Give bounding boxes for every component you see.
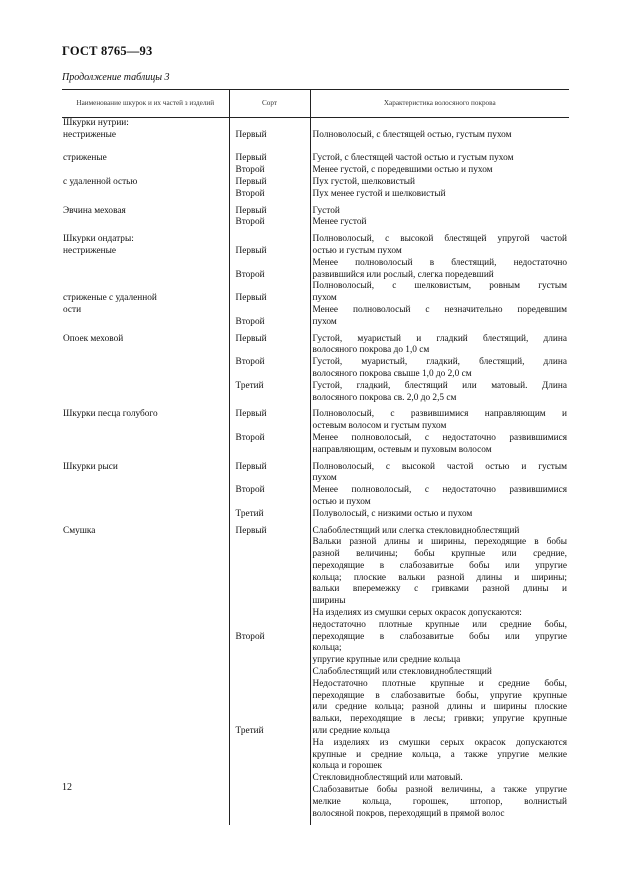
characteristic-cell-line: Пух густой, шелковистый <box>312 176 416 187</box>
column-header-characteristic: Характеристика волосяного покрова <box>310 90 569 118</box>
item-name-cell-line <box>63 608 227 620</box>
item-name-cell-line <box>63 561 227 573</box>
grade-cell-line: Первый <box>235 129 267 140</box>
characteristic-cell-line: Менее полноволосый, с недостаточно развившимися <box>312 485 567 496</box>
item-name-cell-line <box>63 809 227 821</box>
grade-cell-line <box>236 714 308 726</box>
characteristic-cell-line: или средние кольца; разной длины и ширины плоские <box>312 702 567 713</box>
column-header-name: Наименование шкурок и их частей з изделий <box>62 90 229 118</box>
grade-cell-line <box>236 421 308 433</box>
item-name-cell-line <box>63 549 227 561</box>
grade-cell-line <box>236 643 308 655</box>
characteristic-cell <box>310 118 569 201</box>
grade-cell-line <box>236 234 308 246</box>
table-row <box>62 409 569 456</box>
grade-cell-line <box>236 118 308 130</box>
grade-cell-line: Третий <box>235 508 264 519</box>
grade-cell-line <box>236 537 308 549</box>
characteristic-cell-line: Полуволосый, с низкими остью и пухом <box>312 508 473 519</box>
item-name-cell <box>62 334 229 405</box>
characteristic-cell-line: Пух менее густой и шелковистый <box>312 188 446 199</box>
item-name-cell-line <box>63 281 227 293</box>
item-name-cell-line <box>63 497 227 509</box>
row-spacer <box>62 820 569 825</box>
item-name-cell-line <box>63 142 227 154</box>
item-name-cell-line <box>63 445 227 457</box>
item-name-cell-line <box>63 584 227 596</box>
item-name-cell-line <box>63 258 227 270</box>
grade-cell <box>229 206 310 230</box>
grade-cell-line: Второй <box>235 485 265 496</box>
characteristic-cell-line <box>313 118 568 130</box>
item-name-cell-line <box>63 393 227 405</box>
characteristic-cell-line: Менее полноволосый в блестящий, недостаточно <box>312 257 567 268</box>
item-name-cell-line: Смушка <box>63 525 96 536</box>
table-header-row <box>62 90 569 118</box>
grade-cell-line: Второй <box>235 188 265 199</box>
grade-cell-line: Первый <box>235 245 267 256</box>
characteristic-cell <box>310 526 569 821</box>
item-name-cell-line: Шкурки нутрии: <box>63 118 129 128</box>
grade-cell-line: Второй <box>235 432 265 443</box>
characteristic-cell-line: упругие крупные или средние кольца <box>312 655 461 666</box>
grade-cell <box>229 409 310 456</box>
grade-cell-line <box>236 473 308 485</box>
characteristic-cell-line: остевым волосом и густым пухом <box>312 421 447 432</box>
grade-cell-line: Первый <box>235 333 267 344</box>
spacer-cell <box>310 820 569 825</box>
grade-cell-line <box>236 584 308 596</box>
grade-cell-line <box>236 345 308 357</box>
item-name-cell-line <box>63 596 227 608</box>
characteristic-cell-line: Густой <box>312 205 340 216</box>
grade-cell <box>229 526 310 821</box>
grade-cell-line: Второй <box>235 269 265 280</box>
item-name-cell <box>62 462 229 521</box>
item-name-cell-line <box>63 797 227 809</box>
grade-cell-line: Первый <box>235 205 267 216</box>
characteristic-cell-line: развившийся или рослый, слегка поредевший <box>312 269 494 280</box>
characteristic-cell-line: переходящие в слабозавитые бобы или упругие <box>312 631 567 642</box>
characteristic-cell-line: На изделиях из смушки серых окрасок допускаются <box>312 737 567 748</box>
item-name-cell-line: Шкурки ондатры: <box>63 234 134 245</box>
item-name-cell-line <box>63 270 227 282</box>
table-row <box>62 234 569 328</box>
item-name-cell-line: нестриженые <box>63 245 117 256</box>
characteristic-cell-line: вальки, переходящие в лесы; гривки; упругие крупные <box>312 714 567 725</box>
item-name-cell-line <box>63 573 227 585</box>
item-name-cell-line <box>63 369 227 381</box>
grade-cell-line <box>236 750 308 762</box>
grade-cell-line <box>236 281 308 293</box>
grade-cell-line <box>236 497 308 509</box>
item-name-cell-line: с удаленной остью <box>63 176 138 187</box>
grade-cell-line: Третий <box>235 380 264 391</box>
characteristic-cell-line: волосяного покрова свыше 1,0 до 2,0 см <box>312 368 472 379</box>
grade-cell-line: Первый <box>235 525 267 536</box>
characteristic-cell-line: волосяной покров, переходящий в прямой волос <box>312 808 505 819</box>
characteristic-cell-line: направляющим, остевым и пуховым волосом <box>312 444 492 455</box>
item-name-cell <box>62 409 229 456</box>
grade-cell-line <box>236 369 308 381</box>
characteristic-cell-line: Вальки разной длины и ширины, переходящие в бобы <box>312 537 567 548</box>
item-name-cell-line <box>63 632 227 644</box>
table-body <box>62 118 569 826</box>
characteristic-cell-line: Стекловидноблестящий или матовый. <box>312 773 463 784</box>
grade-cell-line: Второй <box>235 217 265 228</box>
table-row <box>62 526 569 821</box>
table-row <box>62 334 569 405</box>
item-name-cell-line <box>63 165 227 177</box>
grade-cell-line: Первый <box>235 409 267 420</box>
column-header-grade: Сорт <box>229 90 310 118</box>
item-name-cell-line <box>63 785 227 797</box>
grade-cell-line: Первый <box>235 176 267 187</box>
page-number: 12 <box>62 782 72 793</box>
characteristic-cell-line: Полноволосый, с шелковистым, ровным густым <box>312 281 567 292</box>
item-name-cell <box>62 526 229 821</box>
characteristic-cell-line: Полноволосый, с высокой частой остью и густым <box>312 461 567 472</box>
grade-cell-line <box>236 761 308 773</box>
characteristic-cell-line: Менее полноволосый с незначительно поредевшим <box>312 304 567 315</box>
grade-cell-line <box>236 773 308 785</box>
grade-cell-line <box>236 809 308 821</box>
characteristic-cell-line: Менее полноволосый, с недостаточно развившимися <box>312 432 567 443</box>
grade-cell-line: Третий <box>235 726 264 737</box>
grade-cell-line <box>236 596 308 608</box>
characteristic-cell <box>310 334 569 405</box>
grade-cell-line <box>236 785 308 797</box>
grade-cell-line: Первый <box>235 461 267 472</box>
item-name-cell-line <box>63 509 227 521</box>
characteristic-cell-line: переходящие в слабозавитые бобы или упругие <box>312 560 567 571</box>
grade-cell-line <box>236 679 308 691</box>
table-row <box>62 206 569 230</box>
grade-cell-line <box>236 573 308 585</box>
item-name-cell-line <box>63 773 227 785</box>
characteristic-cell-line: переходящие в слабозавитые бобы, упругие крупные <box>312 690 567 701</box>
characteristic-cell-line: Слабоблестящий или стекловидноблестящий <box>312 667 492 678</box>
grade-cell-line <box>236 445 308 457</box>
table-row <box>62 118 569 201</box>
item-name-cell-line <box>63 726 227 738</box>
grade-cell-line: Второй <box>235 165 265 176</box>
grade-cell-line <box>236 608 308 620</box>
item-name-cell-line <box>63 421 227 433</box>
characteristic-cell-line: крупные и средние кольца, а также упругие мелкие <box>312 749 567 760</box>
item-name-cell-line <box>63 738 227 750</box>
characteristic-cell-line: Полноволосый, с блестящей остью, густым пухом <box>312 129 512 140</box>
item-name-cell-line <box>63 679 227 691</box>
grade-cell-line <box>236 702 308 714</box>
item-name-cell-line <box>63 433 227 445</box>
characteristic-cell <box>310 462 569 521</box>
item-name-cell-line <box>63 473 227 485</box>
item-name-cell-line <box>63 714 227 726</box>
grade-cell-line: Второй <box>235 357 265 368</box>
grade-cell-line <box>236 691 308 703</box>
item-name-cell-line <box>63 643 227 655</box>
characteristic-cell-line: Менее густой <box>312 217 367 228</box>
grade-cell-line: Второй <box>235 631 265 642</box>
item-name-cell-line: Опоек меховой <box>63 333 124 344</box>
grade-cell-line <box>236 142 308 154</box>
grade-cell <box>229 118 310 201</box>
item-name-cell-line <box>63 702 227 714</box>
item-name-cell <box>62 206 229 230</box>
grade-cell-line <box>236 738 308 750</box>
characteristic-cell-line: Недостаточно плотные крупные и средние бобы, <box>312 678 567 689</box>
characteristic-cell-line: Густой, с блестящей частой остью и густым пухом <box>312 153 514 164</box>
grade-cell-line <box>236 655 308 667</box>
item-name-cell-line: стриженые с удаленной <box>63 293 157 304</box>
characteristic-cell-line: волосяного покрова до 1,0 см <box>312 345 430 356</box>
item-name-cell-line <box>63 357 227 369</box>
item-name-cell-line <box>63 537 227 549</box>
grade-cell-line: Первый <box>235 153 267 164</box>
document-code: ГОСТ 8765—93 <box>62 44 153 58</box>
characteristic-cell-line: Менее густой, с поредевшими остью и пухом <box>312 165 493 176</box>
grade-cell-line: Второй <box>235 316 265 327</box>
characteristic-cell-line: ширины <box>312 596 346 607</box>
item-name-cell-line <box>63 381 227 393</box>
characteristic-cell <box>310 234 569 328</box>
item-name-cell-line <box>63 345 227 357</box>
characteristic-cell-line: Густой, муаристый, гладкий, блестящий, длина <box>312 357 567 368</box>
characteristic-cell-line: Слабоблестящий или слегка стекловидноблестящий <box>312 525 520 536</box>
grade-cell <box>229 462 310 521</box>
item-name-cell-line <box>63 750 227 762</box>
characteristic-cell-line: пухом <box>312 316 337 327</box>
item-name-cell-line <box>63 217 227 229</box>
characteristic-cell-line: Слабозавитые бобы разной величины, а также упругие <box>312 785 567 796</box>
characteristic-cell-line: разной величины; бобы крупные или средние, <box>312 549 567 560</box>
item-name-cell-line <box>63 761 227 773</box>
characteristic-cell-line: кольца; <box>312 643 342 654</box>
spacer-cell <box>229 820 310 825</box>
characteristic-cell-line: пухом <box>312 473 337 484</box>
item-name-cell-line: Шкурки песца голубого <box>63 409 158 420</box>
characteristic-cell-line: На изделиях из смушки серых окрасок допускаются: <box>312 608 522 619</box>
characteristic-cell-line: Густой, гладкий, блестящий или матовый. Длина <box>312 380 567 391</box>
item-name-cell-line <box>63 317 227 329</box>
grade-cell-line <box>236 258 308 270</box>
grade-cell-line <box>236 620 308 632</box>
item-name-cell <box>62 118 229 201</box>
item-name-cell-line <box>63 691 227 703</box>
characteristics-table <box>62 89 569 825</box>
characteristic-cell <box>310 206 569 230</box>
item-name-cell-line: ости <box>63 304 82 315</box>
item-name-cell-line <box>63 667 227 679</box>
characteristic-cell-line: вальки вперемежку с гривками разной длины и <box>312 584 567 595</box>
grade-cell-line <box>236 549 308 561</box>
characteristic-cell-line: Полноволосый, с развившимися направляющим и <box>312 409 567 420</box>
characteristic-cell-line: остью и густым пухом <box>312 245 402 256</box>
item-name-cell-line: нестриженые <box>63 129 117 140</box>
item-name-cell-line <box>63 485 227 497</box>
characteristic-cell-line: волосяного покрова св. 2,0 до 2,5 см <box>312 392 457 403</box>
grade-cell-line: Первый <box>235 293 267 304</box>
characteristic-cell-line: мелкие кольца, горошек, штопор, волнистый <box>312 796 567 807</box>
grade-cell-line <box>236 561 308 573</box>
characteristic-cell-line: остью и пухом <box>312 496 371 507</box>
grade-cell-line <box>236 393 308 405</box>
table-continuation-label: Продолжение таблицы 3 <box>62 72 170 83</box>
item-name-cell <box>62 234 229 328</box>
item-name-cell-line <box>63 655 227 667</box>
characteristic-cell-line: Густой, муаристый и гладкий блестящий, длина <box>312 333 567 344</box>
spacer-cell <box>62 820 229 825</box>
grade-cell-line <box>236 305 308 317</box>
item-name-cell-line: Эвчина меховая <box>63 205 126 216</box>
characteristic-cell-line <box>313 142 568 154</box>
characteristic-cell-line: или средние кольца <box>312 726 390 737</box>
grade-cell <box>229 234 310 328</box>
item-name-cell-line: стриженые <box>63 153 107 164</box>
grade-cell-line <box>236 797 308 809</box>
characteristic-cell-line: кольца и горошек <box>312 761 383 772</box>
table-row <box>62 462 569 521</box>
grade-cell-line <box>236 667 308 679</box>
characteristic-cell-line: недостаточно плотные крупные или средние бобы, <box>312 619 567 630</box>
item-name-cell-line <box>63 620 227 632</box>
characteristic-cell <box>310 409 569 456</box>
characteristic-cell-line: кольца; плоские вальки разной длины и ширины; <box>312 572 567 583</box>
item-name-cell-line: Шкурки рыси <box>63 461 118 472</box>
item-name-cell-line <box>63 189 227 201</box>
characteristic-cell-line: Полноволосый, с высокой блестящей упругой частой <box>312 234 567 245</box>
grade-cell <box>229 334 310 405</box>
characteristic-cell-line: пухом <box>312 293 337 304</box>
